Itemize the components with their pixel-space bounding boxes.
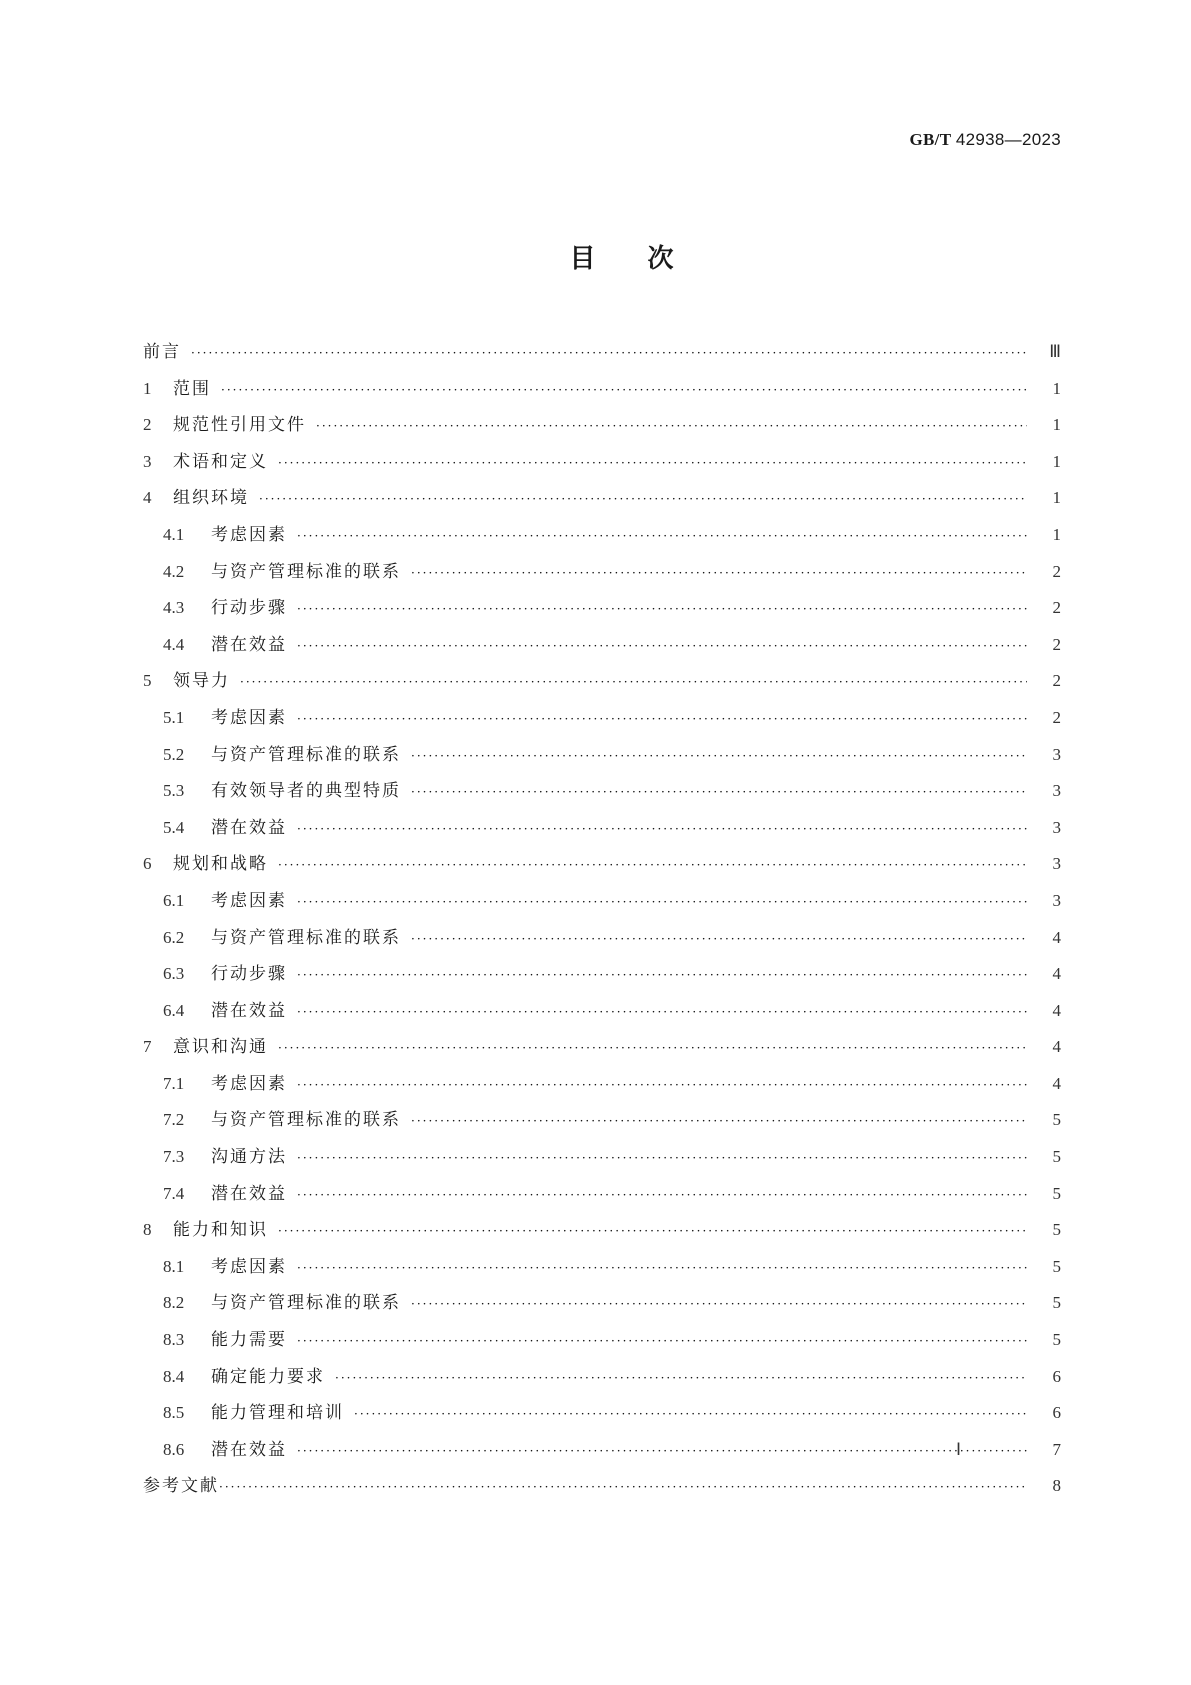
toc-entry-label: 规划和战略 — [173, 854, 268, 875]
toc-entry[interactable] — [143, 959, 1061, 996]
dot-leader — [411, 1297, 1027, 1311]
dot-leader — [297, 1005, 1027, 1019]
dot-leader — [411, 749, 1027, 763]
toc-entry-number: 5.1 — [163, 707, 185, 727]
toc-entry-label: 潜在效益 — [211, 634, 287, 655]
toc-entry-number: 2 — [143, 415, 152, 435]
dot-leader — [297, 639, 1027, 653]
toc-entry-number: 6.3 — [163, 964, 185, 984]
toc-entry[interactable] — [143, 1105, 1061, 1142]
toc-entry-label: 术语和定义 — [173, 451, 268, 472]
toc-entry-page: 4 — [1052, 964, 1061, 984]
toc-entry-label: 领导力 — [173, 671, 230, 692]
toc-entry-number: 8.4 — [163, 1366, 185, 1386]
toc-entry-page: 5 — [1052, 1256, 1061, 1276]
toc-entry-page: 4 — [1052, 1073, 1061, 1093]
dot-leader — [278, 1041, 1027, 1055]
toc-entry-label: 潜在效益 — [211, 1000, 287, 1021]
toc-entry[interactable] — [143, 703, 1061, 740]
toc-entry-number: 8 — [143, 1220, 152, 1240]
toc-entry-page: 1 — [1052, 415, 1061, 435]
toc-entry[interactable] — [143, 1325, 1061, 1362]
toc-entry-number: 5.2 — [163, 744, 185, 764]
toc-entry-page: 3 — [1052, 781, 1061, 801]
toc-entry[interactable] — [143, 1179, 1061, 1216]
dot-leader — [297, 1261, 1027, 1275]
toc-entry-label: 与资产管理标准的联系 — [211, 1293, 401, 1314]
toc-entry-number: 6.4 — [163, 1000, 185, 1020]
toc-entry-label: 考虑因素 — [211, 524, 287, 545]
toc-entry[interactable] — [143, 1362, 1061, 1399]
dot-leader — [219, 1480, 1027, 1494]
toc-entry[interactable] — [143, 740, 1061, 777]
toc-entry-label: 规范性引用文件 — [173, 415, 306, 436]
dot-leader — [411, 932, 1027, 946]
dot-leader — [297, 968, 1027, 982]
toc-entry[interactable] — [143, 374, 1061, 411]
toc-entry-number: 4.4 — [163, 634, 185, 654]
toc-entry-number: 5.3 — [163, 781, 185, 801]
toc-entry-page: 6 — [1052, 1403, 1061, 1423]
dot-leader — [278, 858, 1027, 872]
toc-entry-label: 范围 — [173, 378, 211, 399]
toc-entry-number: 6.2 — [163, 927, 185, 947]
toc-entry[interactable] — [143, 1032, 1061, 1069]
page-title: 目次 — [569, 244, 726, 274]
page-number: Ⅰ — [956, 1440, 962, 1459]
toc-entry-label: 潜在效益 — [211, 1439, 287, 1460]
toc-entry-page: 5 — [1052, 1220, 1061, 1240]
toc-entry[interactable] — [143, 813, 1061, 850]
toc-entry-number: 4.2 — [163, 561, 185, 581]
toc-entry-page: 3 — [1052, 890, 1061, 910]
toc-entry[interactable] — [143, 666, 1061, 703]
dot-leader — [354, 1407, 1027, 1421]
toc-entry-label: 能力和知识 — [173, 1220, 268, 1241]
toc-entry-number: 1 — [143, 378, 152, 398]
dot-leader — [297, 822, 1027, 836]
toc-entry-page: 4 — [1052, 927, 1061, 947]
toc-entry-number: 3 — [143, 451, 152, 471]
toc-entry[interactable] — [143, 923, 1061, 960]
toc-entry[interactable] — [143, 447, 1061, 484]
toc-entry[interactable] — [143, 1288, 1061, 1325]
toc-entry[interactable] — [143, 483, 1061, 520]
toc-entry-page: Ⅲ — [1049, 342, 1061, 361]
toc-entry-number: 8.2 — [163, 1293, 185, 1313]
toc-entry-page: 2 — [1052, 598, 1061, 618]
dot-leader — [297, 712, 1027, 726]
toc-entry-page: 5 — [1052, 1147, 1061, 1167]
toc-entry-label: 意识和沟通 — [173, 1037, 268, 1058]
toc-entry-page: 1 — [1052, 488, 1061, 508]
toc-entry-page: 3 — [1052, 854, 1061, 874]
dot-leader — [411, 785, 1027, 799]
toc-entry[interactable] — [143, 1069, 1061, 1106]
toc-entry-page: 5 — [1052, 1183, 1061, 1203]
toc-entry-label: 前言 — [143, 342, 181, 362]
toc-entry-label: 考虑因素 — [211, 1256, 287, 1277]
dot-leader — [297, 529, 1027, 543]
toc-entry-number: 8.5 — [163, 1403, 185, 1423]
toc-entry-page: 7 — [1052, 1439, 1061, 1459]
toc-entry-number: 4.1 — [163, 524, 185, 544]
toc-entry-number: 6 — [143, 854, 152, 874]
toc-entry[interactable] — [143, 1215, 1061, 1252]
toc-entry-page: 3 — [1052, 744, 1061, 764]
toc-entry-number: 6.1 — [163, 890, 185, 910]
toc-entry[interactable] — [143, 849, 1061, 886]
toc-entry-page: 1 — [1052, 451, 1061, 471]
dot-leader — [316, 419, 1027, 433]
dot-leader — [278, 1224, 1027, 1238]
toc-entry-label: 能力管理和培训 — [211, 1403, 344, 1424]
dot-leader — [297, 1188, 1027, 1202]
toc-entry[interactable] — [143, 1435, 1061, 1472]
dot-leader — [297, 602, 1027, 616]
dot-leader — [297, 1151, 1027, 1165]
toc-entry-page: 2 — [1052, 671, 1061, 691]
toc-entry[interactable] — [143, 1252, 1061, 1289]
toc-entry-number: 7 — [143, 1037, 152, 1057]
dot-leader — [259, 492, 1027, 506]
toc-entry-number: 7.1 — [163, 1073, 185, 1093]
toc-entry-page: 2 — [1052, 561, 1061, 581]
toc-entry[interactable] — [143, 1398, 1061, 1435]
toc-entry-page: 6 — [1052, 1366, 1061, 1386]
dot-leader — [297, 1334, 1027, 1348]
toc-entry-label: 确定能力要求 — [211, 1366, 325, 1387]
toc-entry-label: 与资产管理标准的联系 — [211, 561, 401, 582]
toc-entry-page: 2 — [1052, 634, 1061, 654]
toc-entry-number: 5.4 — [163, 817, 185, 837]
toc-entry-page: 5 — [1052, 1330, 1061, 1350]
toc-entry-number: 8.1 — [163, 1256, 185, 1276]
dot-leader — [335, 1371, 1027, 1385]
toc-entry[interactable] — [143, 1471, 1061, 1508]
toc-entry[interactable] — [143, 776, 1061, 813]
toc-entry-number: 7.3 — [163, 1147, 185, 1167]
dot-leader — [411, 1114, 1027, 1128]
toc-entry-label: 行动步骤 — [211, 964, 287, 985]
toc-entry-label: 与资产管理标准的联系 — [211, 927, 401, 948]
toc-entry-number: 4.3 — [163, 598, 185, 618]
toc-entry-number: 8.3 — [163, 1330, 185, 1350]
toc-entry[interactable] — [143, 593, 1061, 630]
toc-entry-page: 2 — [1052, 707, 1061, 727]
toc-entry-label: 与资产管理标准的联系 — [211, 744, 401, 765]
toc-entry-label: 潜在效益 — [211, 817, 287, 838]
standard-prefix: GB/T — [909, 130, 952, 149]
table-of-contents — [143, 337, 1061, 1508]
dot-leader — [278, 456, 1027, 470]
dot-leader — [240, 675, 1027, 689]
toc-entry-label: 参考文献 — [143, 1476, 219, 1497]
toc-entry-page: 1 — [1052, 378, 1061, 398]
toc-entry-number: 4 — [143, 488, 152, 508]
toc-entry-page: 3 — [1052, 817, 1061, 837]
toc-entry[interactable] — [143, 410, 1061, 447]
toc-entry-page: 5 — [1052, 1110, 1061, 1130]
toc-entry[interactable] — [143, 520, 1061, 557]
standard-number: 42938—2023 — [955, 130, 1061, 149]
toc-entry-label: 有效领导者的典型特质 — [211, 781, 401, 802]
toc-entry-label: 沟通方法 — [211, 1147, 287, 1168]
toc-entry-label: 行动步骤 — [211, 598, 287, 619]
toc-entry[interactable] — [143, 886, 1061, 923]
toc-entry-number: 8.6 — [163, 1439, 185, 1459]
toc-entry-page: 5 — [1052, 1293, 1061, 1313]
toc-entry-page: 4 — [1052, 1000, 1061, 1020]
toc-entry-label: 与资产管理标准的联系 — [211, 1110, 401, 1131]
toc-entry-page: 4 — [1052, 1037, 1061, 1057]
toc-entry-label: 组织环境 — [173, 488, 249, 509]
dot-leader — [411, 566, 1027, 580]
toc-entry-page: 8 — [1052, 1476, 1061, 1496]
dot-leader — [297, 895, 1027, 909]
toc-entry-label: 潜在效益 — [211, 1183, 287, 1204]
toc-entry-number: 5 — [143, 671, 152, 691]
toc-entry[interactable] — [143, 337, 1061, 374]
toc-entry-label: 能力需要 — [211, 1330, 287, 1351]
toc-entry-label: 考虑因素 — [211, 707, 287, 728]
toc-entry[interactable] — [143, 996, 1061, 1033]
dot-leader — [297, 1444, 1027, 1458]
toc-entry[interactable] — [143, 630, 1061, 667]
toc-entry-number: 7.2 — [163, 1110, 185, 1130]
standard-code — [910, 130, 1061, 150]
toc-entry-page: 1 — [1052, 524, 1061, 544]
toc-entry-label: 考虑因素 — [211, 890, 287, 911]
toc-entry[interactable] — [143, 1142, 1061, 1179]
toc-entry-number: 7.4 — [163, 1183, 185, 1203]
dot-leader — [221, 383, 1027, 397]
dot-leader — [191, 346, 1027, 360]
toc-entry[interactable] — [143, 557, 1061, 594]
toc-entry-label: 考虑因素 — [211, 1073, 287, 1094]
dot-leader — [297, 1078, 1027, 1092]
